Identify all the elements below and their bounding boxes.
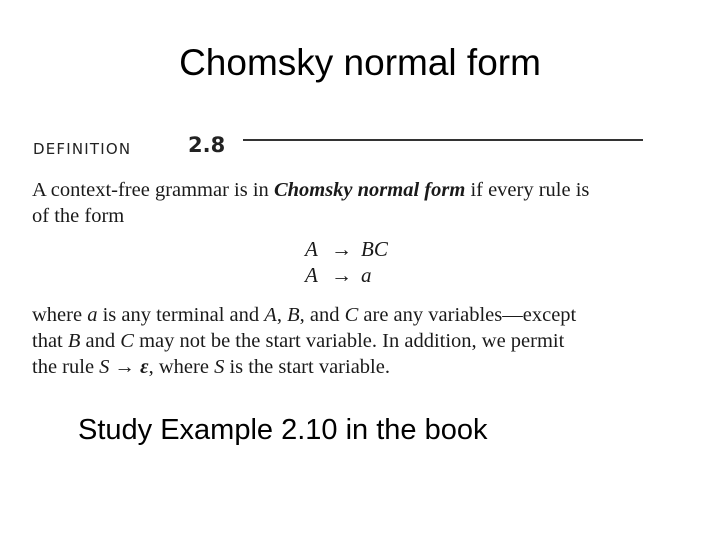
paragraph-2-line-1: where a is any terminal and A, B, and C are any variables—except <box>32 304 577 326</box>
study-note: Study Example 2.10 in the book <box>78 414 488 446</box>
definition-number: 2.8 <box>188 133 226 157</box>
definition-label: DEFINITION <box>33 140 132 158</box>
paragraph-1-line-2: of the form <box>32 205 125 227</box>
paragraph-1-line-1: A context-free grammar is in Chomsky normal form if every rule is <box>32 179 590 201</box>
definition-paragraph-2 <box>32 302 682 380</box>
heading-rule-line <box>243 139 643 141</box>
definition-heading <box>33 133 645 163</box>
definition-paragraph-1 <box>32 177 682 229</box>
rule-forms <box>305 236 388 288</box>
rule-row: A → a <box>305 263 372 287</box>
defined-term: Chomsky normal form <box>273 179 466 201</box>
rule-row: A → BC <box>305 237 388 261</box>
slide-title: Chomsky normal form <box>179 42 541 83</box>
paragraph-2-line-2: that B and C may not be the start variable. In addition, we permit <box>32 330 565 352</box>
paragraph-2-line-3: the rule S → ε, where S is the start variable. <box>32 356 390 378</box>
